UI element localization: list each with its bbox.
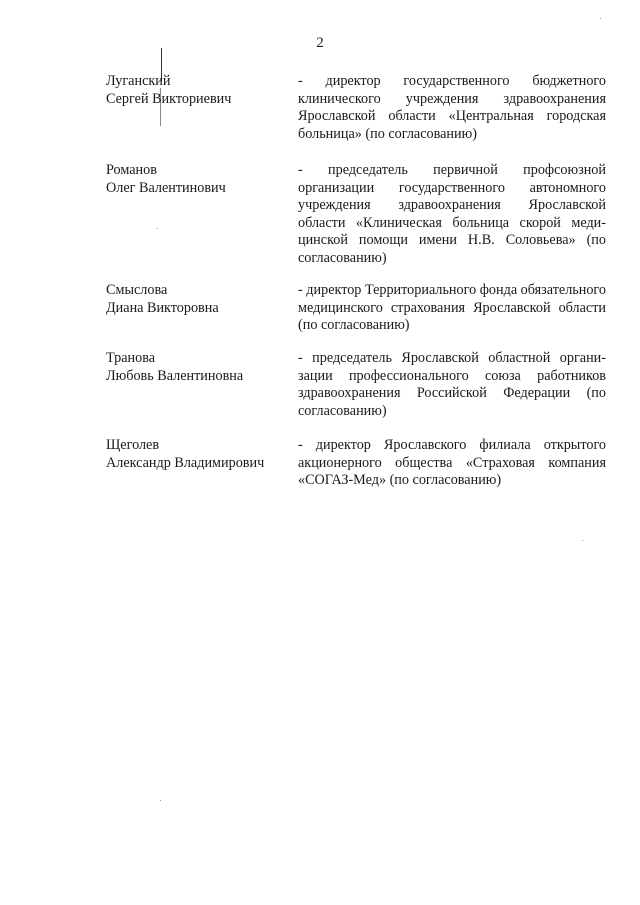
member-role: - директор Ярославского филиала открытого акционерного общества «Страховая компания «СОГАЗ-Мед» (по согласованию) [298, 437, 606, 489]
member-name [106, 73, 296, 108]
scan-artifact-dot [582, 540, 583, 541]
scan-artifact-dot [160, 800, 161, 801]
member-surname: Романов [106, 162, 157, 178]
member-name [106, 162, 296, 197]
page-number: 2 [316, 35, 324, 51]
member-surname: Луганский [106, 73, 171, 89]
member-given-names: Сергей Викториевич [106, 90, 232, 107]
member-role: - директор Территориального фонда обязательного медицинского страхования Ярославской области (по согласованию) [298, 282, 606, 334]
member-surname: Щеголев [106, 437, 160, 453]
member-surname: Смыслова [106, 282, 168, 298]
member-name [106, 350, 296, 385]
member-name [106, 437, 296, 472]
member-surname: Транова [106, 350, 156, 366]
member-given-names: Александр Владимирович [106, 454, 265, 471]
member-given-names: Олег Валентинович [106, 179, 226, 196]
member-role: - директор государственного бюджетного клинического учреждения здравоохранения Ярославской области «Центральная городская больница» (по согласованию) [298, 73, 606, 142]
scan-artifact-dot [157, 228, 158, 229]
member-role: - председатель первичной профсоюзной организации государственного автономного учреждения здравоохранения Ярославской области «Клиническая больница скорой медицинской помощи имени Н.В. Соловьева» (по согласованию) [298, 162, 606, 266]
scan-artifact-dot [600, 18, 601, 19]
member-given-names: Любовь Валентиновна [106, 367, 244, 384]
member-given-names: Диана Викторовна [106, 299, 219, 316]
member-name [106, 282, 296, 317]
member-role: - председатель Ярославской областной организации профессионального союза работников здравоохранения Российской Федерации (по согласованию) [298, 350, 606, 419]
